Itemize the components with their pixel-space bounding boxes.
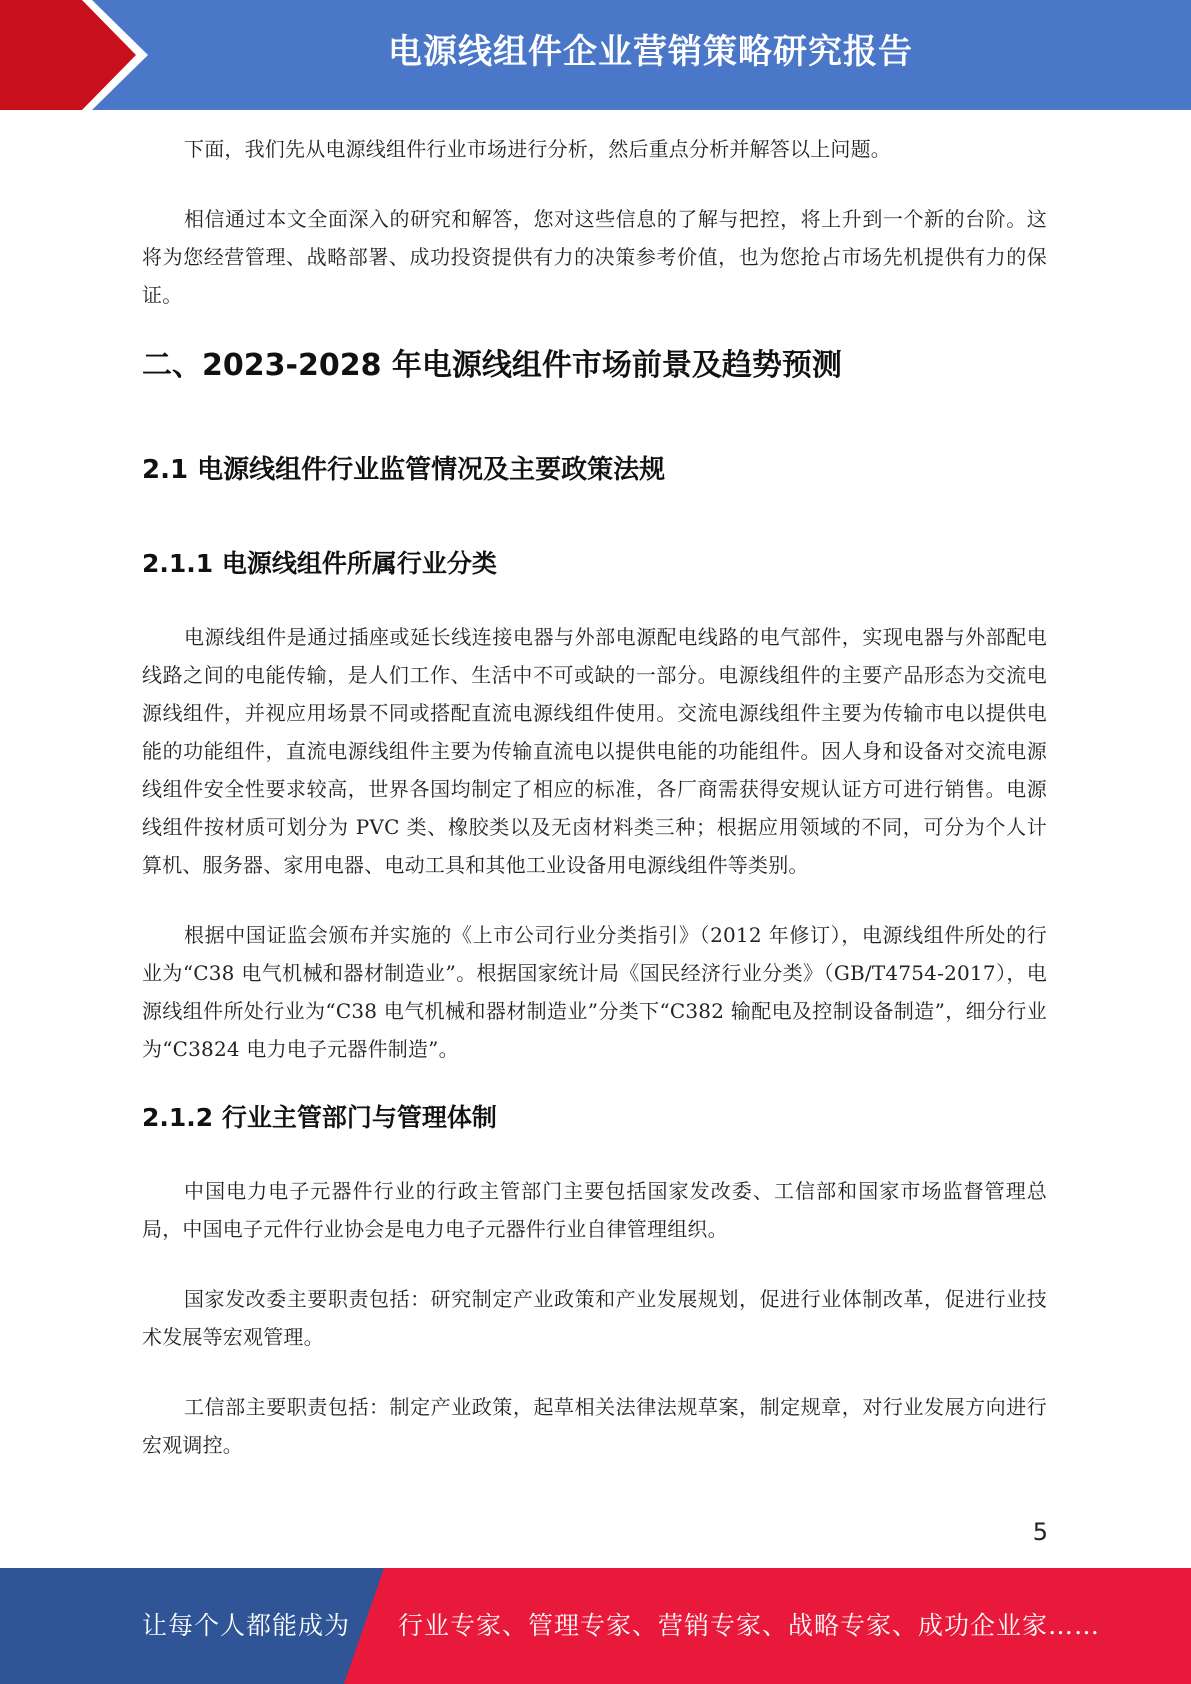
intro-paragraph-1: 下面，我们先从电源线组件行业市场进行分析，然后重点分析并解答以上问题。 (184, 137, 891, 161)
subsection-heading-2-1: 2.1 电源线组件行业监管情况及主要政策法规 (142, 455, 666, 485)
subsection-heading-2-1-2: 2.1.2 行业主管部门与管理体制 (142, 1103, 497, 1132)
paragraph-regulators-1: 中国电力电子元器件行业的行政主管部门主要包括国家发改委、工信部和国家市场监督管理总局，中国电子元件行业协会是电力电子元器件行业自律管理组织。 (142, 1179, 1047, 1241)
section-heading: 二、2023-2028 年电源线组件市场前景及趋势预测 (142, 348, 842, 383)
page-number: 5 (1032, 1518, 1048, 1546)
paragraph-industry-classification-1: 电源线组件是通过插座或延长线连接电器与外部电源配电线路的电气部件，实现电器与外部配电线路之间的电能传输，是人们工作、生活中不可或缺的一部分。电源线组件的主要产品形态为交流电源线组件，并视应用场景不同或搭配直流电源线组件使用。交流电源线组件主要为传输市电以提供电能的功能组件，直流电源线组件主要为传输直流电以提供电能的功能组件。因人身和设备对交流电源线组件安全性要求较高，世界各国均制定了相应的标准，各厂商需获得安规认证方可进行销售。电源线组件按材质可划分为 PVC 类、橡胶类以及无卤材料类三种；根据应用领域的不同，可分为个人计算机、服务器、家用电器、电动工具和其他工业设备用电源线组件等类别。 (142, 625, 1047, 877)
paragraph-regulators-2: 国家发改委主要职责包括：研究制定产业政策和产业发展规划，促进行业体制改革，促进行业技术发展等宏观管理。 (142, 1287, 1047, 1349)
paragraph-industry-classification-2: 根据中国证监会颁布并实施的《上市公司行业分类指引》（2012 年修订），电源线组件所处的行业为“C38 电气机械和器材制造业”。根据国家统计局《国民经济行业分类》（GB/T4754-2017），电源线组件所处行业为“C38 电气机械和器材制造业”分类下“C382 输配电及控制设备制造”，细分行业为“C3824 电力电子元器件制造”。 (142, 923, 1047, 1061)
page-content (142, 130, 1047, 1496)
paragraph-regulators-3: 工信部主要职责包括：制定产业政策，起草相关法律法规草案，制定规章，对行业发展方向进行宏观调控。 (142, 1395, 1047, 1457)
footer-banner (0, 1568, 1191, 1684)
footer-slogan-left: 让每个人都能成为 (142, 1611, 351, 1640)
footer-slogan-right: 行业专家、管理专家、营销专家、战略专家、成功企业家…… (398, 1611, 1101, 1640)
intro-paragraph-2: 相信通过本文全面深入的研究和解答，您对这些信息的了解与把控，将上升到一个新的台阶。这将为您经营管理、战略部署、成功投资提供有力的决策参考价值，也为您抢占市场先机提供有力的保证。 (142, 207, 1047, 307)
header-banner (0, 0, 1191, 110)
report-title: 电源线组件企业营销策略研究报告 (388, 32, 913, 72)
subsection-heading-2-1-1: 2.1.1 电源线组件所属行业分类 (142, 549, 497, 578)
